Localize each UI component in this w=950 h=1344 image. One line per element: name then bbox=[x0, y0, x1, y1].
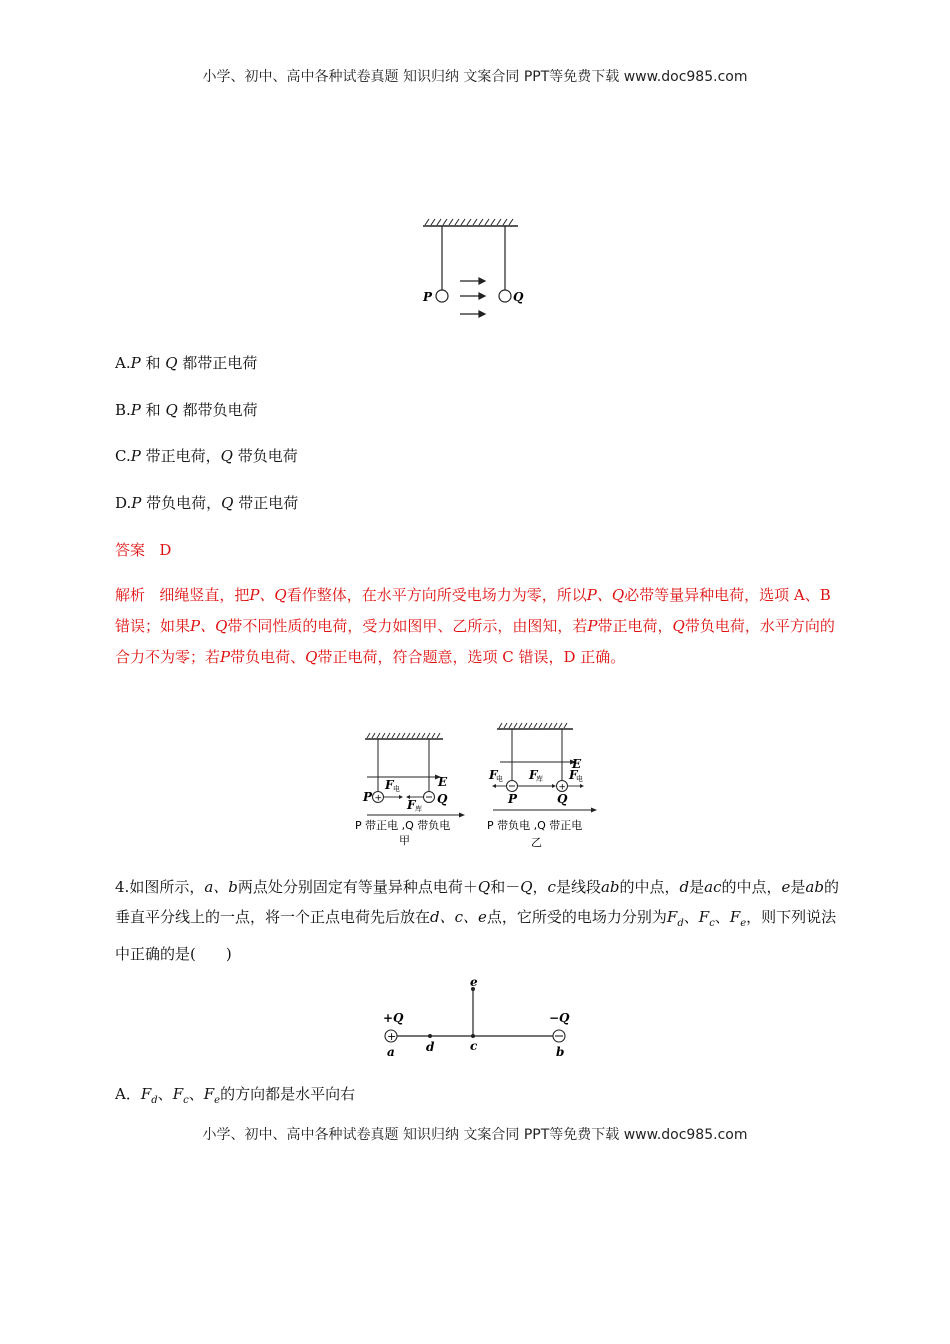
diagram-yi bbox=[487, 723, 597, 849]
option-d: D.P 带负电荷，Q 带正电荷 bbox=[115, 494, 299, 512]
field-arrows bbox=[460, 278, 485, 317]
svg-text:P 带负电 ,Q 带正电: P 带负电 ,Q 带正电 bbox=[487, 819, 583, 832]
svg-text:+: + bbox=[558, 782, 567, 793]
option-c: C.P 带正电荷，Q 带负电荷 bbox=[115, 447, 298, 465]
label-d: d bbox=[426, 1040, 435, 1054]
svg-text:F: F bbox=[489, 768, 498, 782]
svg-text:Q: Q bbox=[557, 792, 568, 806]
svg-text:F: F bbox=[385, 778, 394, 792]
figure-charges bbox=[375, 978, 575, 1060]
answer: 答案 D bbox=[115, 541, 172, 559]
svg-text:甲: 甲 bbox=[399, 834, 410, 847]
svg-text:电: 电 bbox=[393, 785, 400, 793]
label-plus-q: +Q bbox=[383, 1011, 404, 1025]
svg-text:电: 电 bbox=[576, 775, 583, 783]
label-e: e bbox=[470, 978, 478, 989]
point-d bbox=[428, 1034, 432, 1038]
svg-text:E: E bbox=[572, 757, 582, 771]
option-a: A.P 和 Q 都带正电荷 bbox=[115, 354, 258, 372]
svg-text:E: E bbox=[438, 775, 448, 789]
analysis: 解析 细绳竖直，把P、Q看作整体，在水平方向所受电场力为零，所以P、Q必带等量异种电荷，选项 A、B 错误；如果P、Q带不同性质的电荷，受力如图甲、乙所示，由图知，若P带正电荷，Q带负电荷，水平方向的合力不为零；若P带负电荷、Q带正电荷，符合题意，选项 C 错误，D 正确。 bbox=[115, 586, 835, 666]
svg-text:+: + bbox=[387, 1030, 397, 1043]
label-minus-q: −Q bbox=[549, 1011, 570, 1025]
figure-force-diagrams bbox=[345, 718, 615, 853]
page-footer: 小学、初中、高中各种试卷真题 知识归纳 文案合同 PPT等免费下载 www.doc985.com bbox=[202, 1127, 748, 1143]
label-a: a bbox=[387, 1045, 395, 1059]
svg-text:库: 库 bbox=[415, 805, 422, 813]
question-4: 4.如图所示，a、b两点处分别固定有等量异种点电荷＋Q和－Q，c是线段ab的中点，d是ac的中点，e是ab的垂直平分线上的一点，将一个正点电荷先后放在d、c、e点，它所受的电场力分别为$F_d$、$F_c$、$F_e$，则下列说法中正确的是( ) bbox=[115, 878, 839, 963]
ceiling bbox=[423, 219, 518, 226]
point-c bbox=[471, 1034, 475, 1038]
svg-text:+: + bbox=[374, 793, 383, 804]
ball-q bbox=[499, 290, 511, 302]
svg-text:Q: Q bbox=[437, 792, 448, 806]
svg-text:P: P bbox=[363, 790, 373, 804]
svg-text:P 带正电 ,Q 带负电: P 带正电 ,Q 带负电 bbox=[355, 819, 451, 832]
figure-pendulums bbox=[415, 215, 540, 325]
svg-text:库: 库 bbox=[536, 775, 543, 783]
svg-text:F: F bbox=[529, 768, 538, 782]
diagram-jia bbox=[355, 733, 465, 847]
label-q: Q bbox=[513, 290, 524, 304]
svg-text:F: F bbox=[569, 768, 578, 782]
label-p: P bbox=[423, 290, 433, 304]
question-4-option-a: A．$F_d$、$F_c$、$F_e$的方向都是水平向右 bbox=[115, 1085, 356, 1106]
label-c: c bbox=[470, 1039, 478, 1053]
ball-p bbox=[436, 290, 448, 302]
svg-text:电: 电 bbox=[496, 775, 503, 783]
option-b: B.P 和 Q 都带负电荷 bbox=[115, 401, 258, 419]
svg-text:F: F bbox=[407, 798, 416, 812]
label-b: b bbox=[556, 1045, 565, 1059]
svg-text:P: P bbox=[508, 792, 518, 806]
page-header: 小学、初中、高中各种试卷真题 知识归纳 文案合同 PPT等免费下载 www.doc985.com bbox=[202, 69, 748, 85]
svg-text:乙: 乙 bbox=[531, 836, 542, 849]
